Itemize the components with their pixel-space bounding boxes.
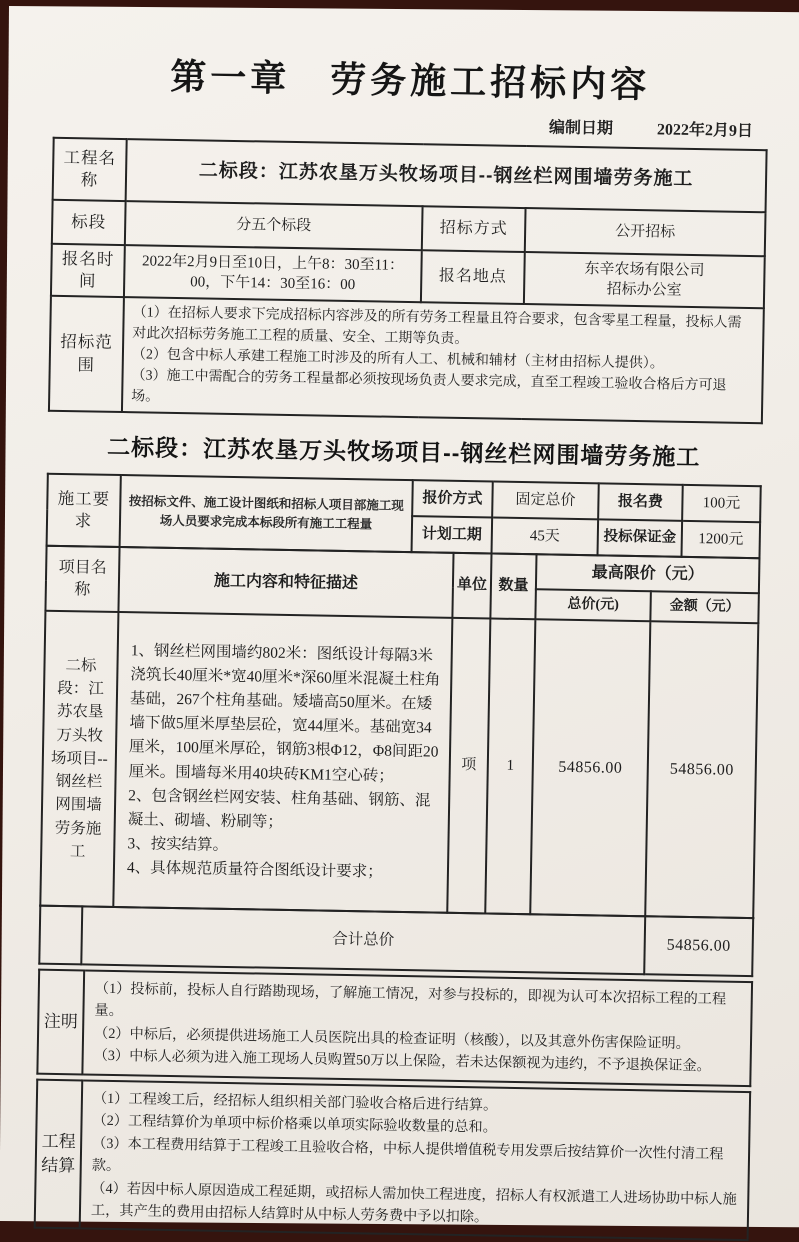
signup-place-value — [524, 252, 765, 308]
project-name-value: 二标段：江苏农垦万头牧场项目--钢丝栏网围墙劳务施工 — [126, 139, 767, 212]
col-unit-header: 单位 — [452, 553, 491, 619]
table-row — [47, 474, 761, 522]
col-amount-header: 金额（元） — [650, 591, 759, 623]
settlement-item: （2）工程结算价为单项中标价格乘以单项实际验收数量的总和。 — [92, 1112, 497, 1136]
total-value: 54856.00 — [530, 619, 650, 916]
scope-item: （3）施工中需配合的劳务工程量都必须按现场负责人要求完成，直至工程竣工验收合格后方可退场。 — [131, 368, 727, 405]
signup-time-label: 报名时间 — [51, 244, 125, 297]
req-label: 施工要求 — [47, 474, 121, 547]
desc-item: 3、按实结算。 — [127, 834, 229, 854]
qty-value: 1 — [485, 618, 535, 914]
settlement-item: （1）工程竣工后，经招标人组织相关部门验收合格后进行结算。 — [92, 1090, 498, 1114]
desc-item: 4、具体规范质量符合图纸设计要求； — [126, 858, 383, 881]
notes-item: （1）投标前，投标人自行踏勘现场，了解施工情况，对参与投标的，即视为认可本次招标工程的工程量。 — [94, 980, 727, 1020]
scope-label: 招标范围 — [49, 296, 124, 412]
settlement-label: 工程结算 — [35, 1079, 83, 1228]
item-name-cell: 二标段：江苏农垦万头牧场项目--钢丝栏网围墙劳务施工 — [40, 611, 118, 907]
signup-place-label: 报名地点 — [421, 250, 525, 304]
general-info-table — [48, 137, 768, 424]
deposit-value: 1200元 — [681, 521, 760, 558]
table-row — [40, 611, 758, 918]
col-item-header: 项目名称 — [45, 546, 119, 612]
date-value: 2022年2月9日 — [656, 121, 754, 141]
deposit-label: 投标保证金 — [598, 519, 683, 556]
section-heading: 二标段：江苏农垦万头牧场项目--钢丝栏网围墙劳务施工 — [106, 433, 701, 471]
signup-fee-value: 100元 — [682, 485, 761, 522]
unit-value: 项 — [447, 618, 490, 914]
req-text: 按招标文件、施工设计图纸和招标人项目部施工现场人员要求完成本标段所有施工工程量 — [120, 475, 413, 552]
desc-cell — [113, 612, 452, 913]
scope-item: （1）在招标人要求下完成招标内容涉及的所有劳务工程量且符合要求，包含零星工程量，投标人需对此次招标劳务施工工程的质量、安全、工期等负责。 — [132, 305, 742, 348]
col-maxprice-header: 最高限价（元） — [536, 554, 760, 593]
desc-item: 2、包含钢丝栏网安装、柱角基础、钢筋、混凝土、砌墙、粉刷等； — [127, 786, 431, 831]
date-line — [53, 106, 753, 141]
signup-place-line2: 招标办公室 — [606, 281, 682, 299]
settlement-item: （4）若因中标人原因造成工程延期，或招标人需加快工程进度，招标人有权派遣工人进场协助中标人施工，其产生的费用由招标人结算时从中标人劳务费中予以扣除。 — [90, 1180, 737, 1226]
notes-label: 注明 — [37, 970, 84, 1075]
date-label: 编制日期 — [548, 119, 614, 138]
settlement-table — [34, 1078, 752, 1241]
sum-value: 54856.00 — [644, 916, 753, 976]
signup-time-value: 2022年2月9日至10日，上午8：30至11：00，下午14：30至16：00 — [124, 245, 422, 302]
document-content — [0, 6, 768, 1241]
signup-fee-label: 报名费 — [598, 483, 683, 520]
settlement-cell — [80, 1080, 750, 1240]
signup-place-line1: 东辛农场有限公司 — [584, 260, 705, 279]
table-row — [37, 970, 752, 1086]
duration-value: 45天 — [492, 518, 599, 556]
quote-method-value: 固定总价 — [492, 482, 599, 520]
notes-item: （3）中标人必须为进入施工现场人员购置50万以上保险，若未达保额视为违约，不予退换保证金。 — [93, 1047, 711, 1075]
notes-table — [36, 969, 753, 1087]
quote-method-label: 报价方式 — [412, 480, 493, 517]
amount-value: 54856.00 — [645, 621, 758, 918]
project-name-label: 工程名称 — [53, 138, 127, 201]
page-title: 第一章 劳务施工招标内容 — [169, 55, 651, 106]
col-qty-header: 数量 — [490, 554, 536, 620]
table-row — [35, 1079, 750, 1240]
bid-method-label: 招标方式 — [422, 206, 526, 252]
scope-item: （2）包含中标人承建工程施工时涉及的所有人工、机械和辅材（主材由招标人提供）。 — [131, 347, 664, 372]
settlement-item: （3）本工程费用结算于工程竣工且验收合格，中标人提供增值税专用发票后按结算价一次性付清工程款。 — [91, 1135, 724, 1175]
scanned-paper — [0, 6, 799, 1227]
sum-label: 合计总价 — [81, 906, 645, 974]
table-row — [49, 296, 764, 423]
bid-method-value: 公开招标 — [525, 208, 766, 256]
scope-cell — [122, 297, 764, 423]
section-label: 标段 — [52, 200, 126, 245]
item-detail-table — [39, 545, 760, 919]
notes-cell — [82, 970, 752, 1085]
sum-empty-cell — [39, 906, 82, 965]
duration-label: 计划工期 — [412, 516, 493, 553]
section-value: 分五个标段 — [125, 201, 423, 250]
notes-item: （2）中标后，必须提供进场施工人员医院出具的检查证明（核酸），以及其意外伤害保险证明。 — [93, 1025, 691, 1052]
col-total-header: 总价(元) — [535, 589, 651, 621]
desc-item: 1、钢丝栏网围墙约802米：图纸设计每隔3米浇筑长40厘米*宽40厘米*深60厘米混凝土柱角基础，267个柱角基础。矮墙高50厘米。在矮墙下做5厘米厚垫层砼，宽44厘米。基础宽34厘米，100厘米厚砼，钢筋3根Φ12，Φ8间距20厘米。围墙每米用40块砖KM1空心砖； — [128, 642, 441, 785]
col-desc-header: 施工内容和特征描述 — [118, 547, 453, 618]
